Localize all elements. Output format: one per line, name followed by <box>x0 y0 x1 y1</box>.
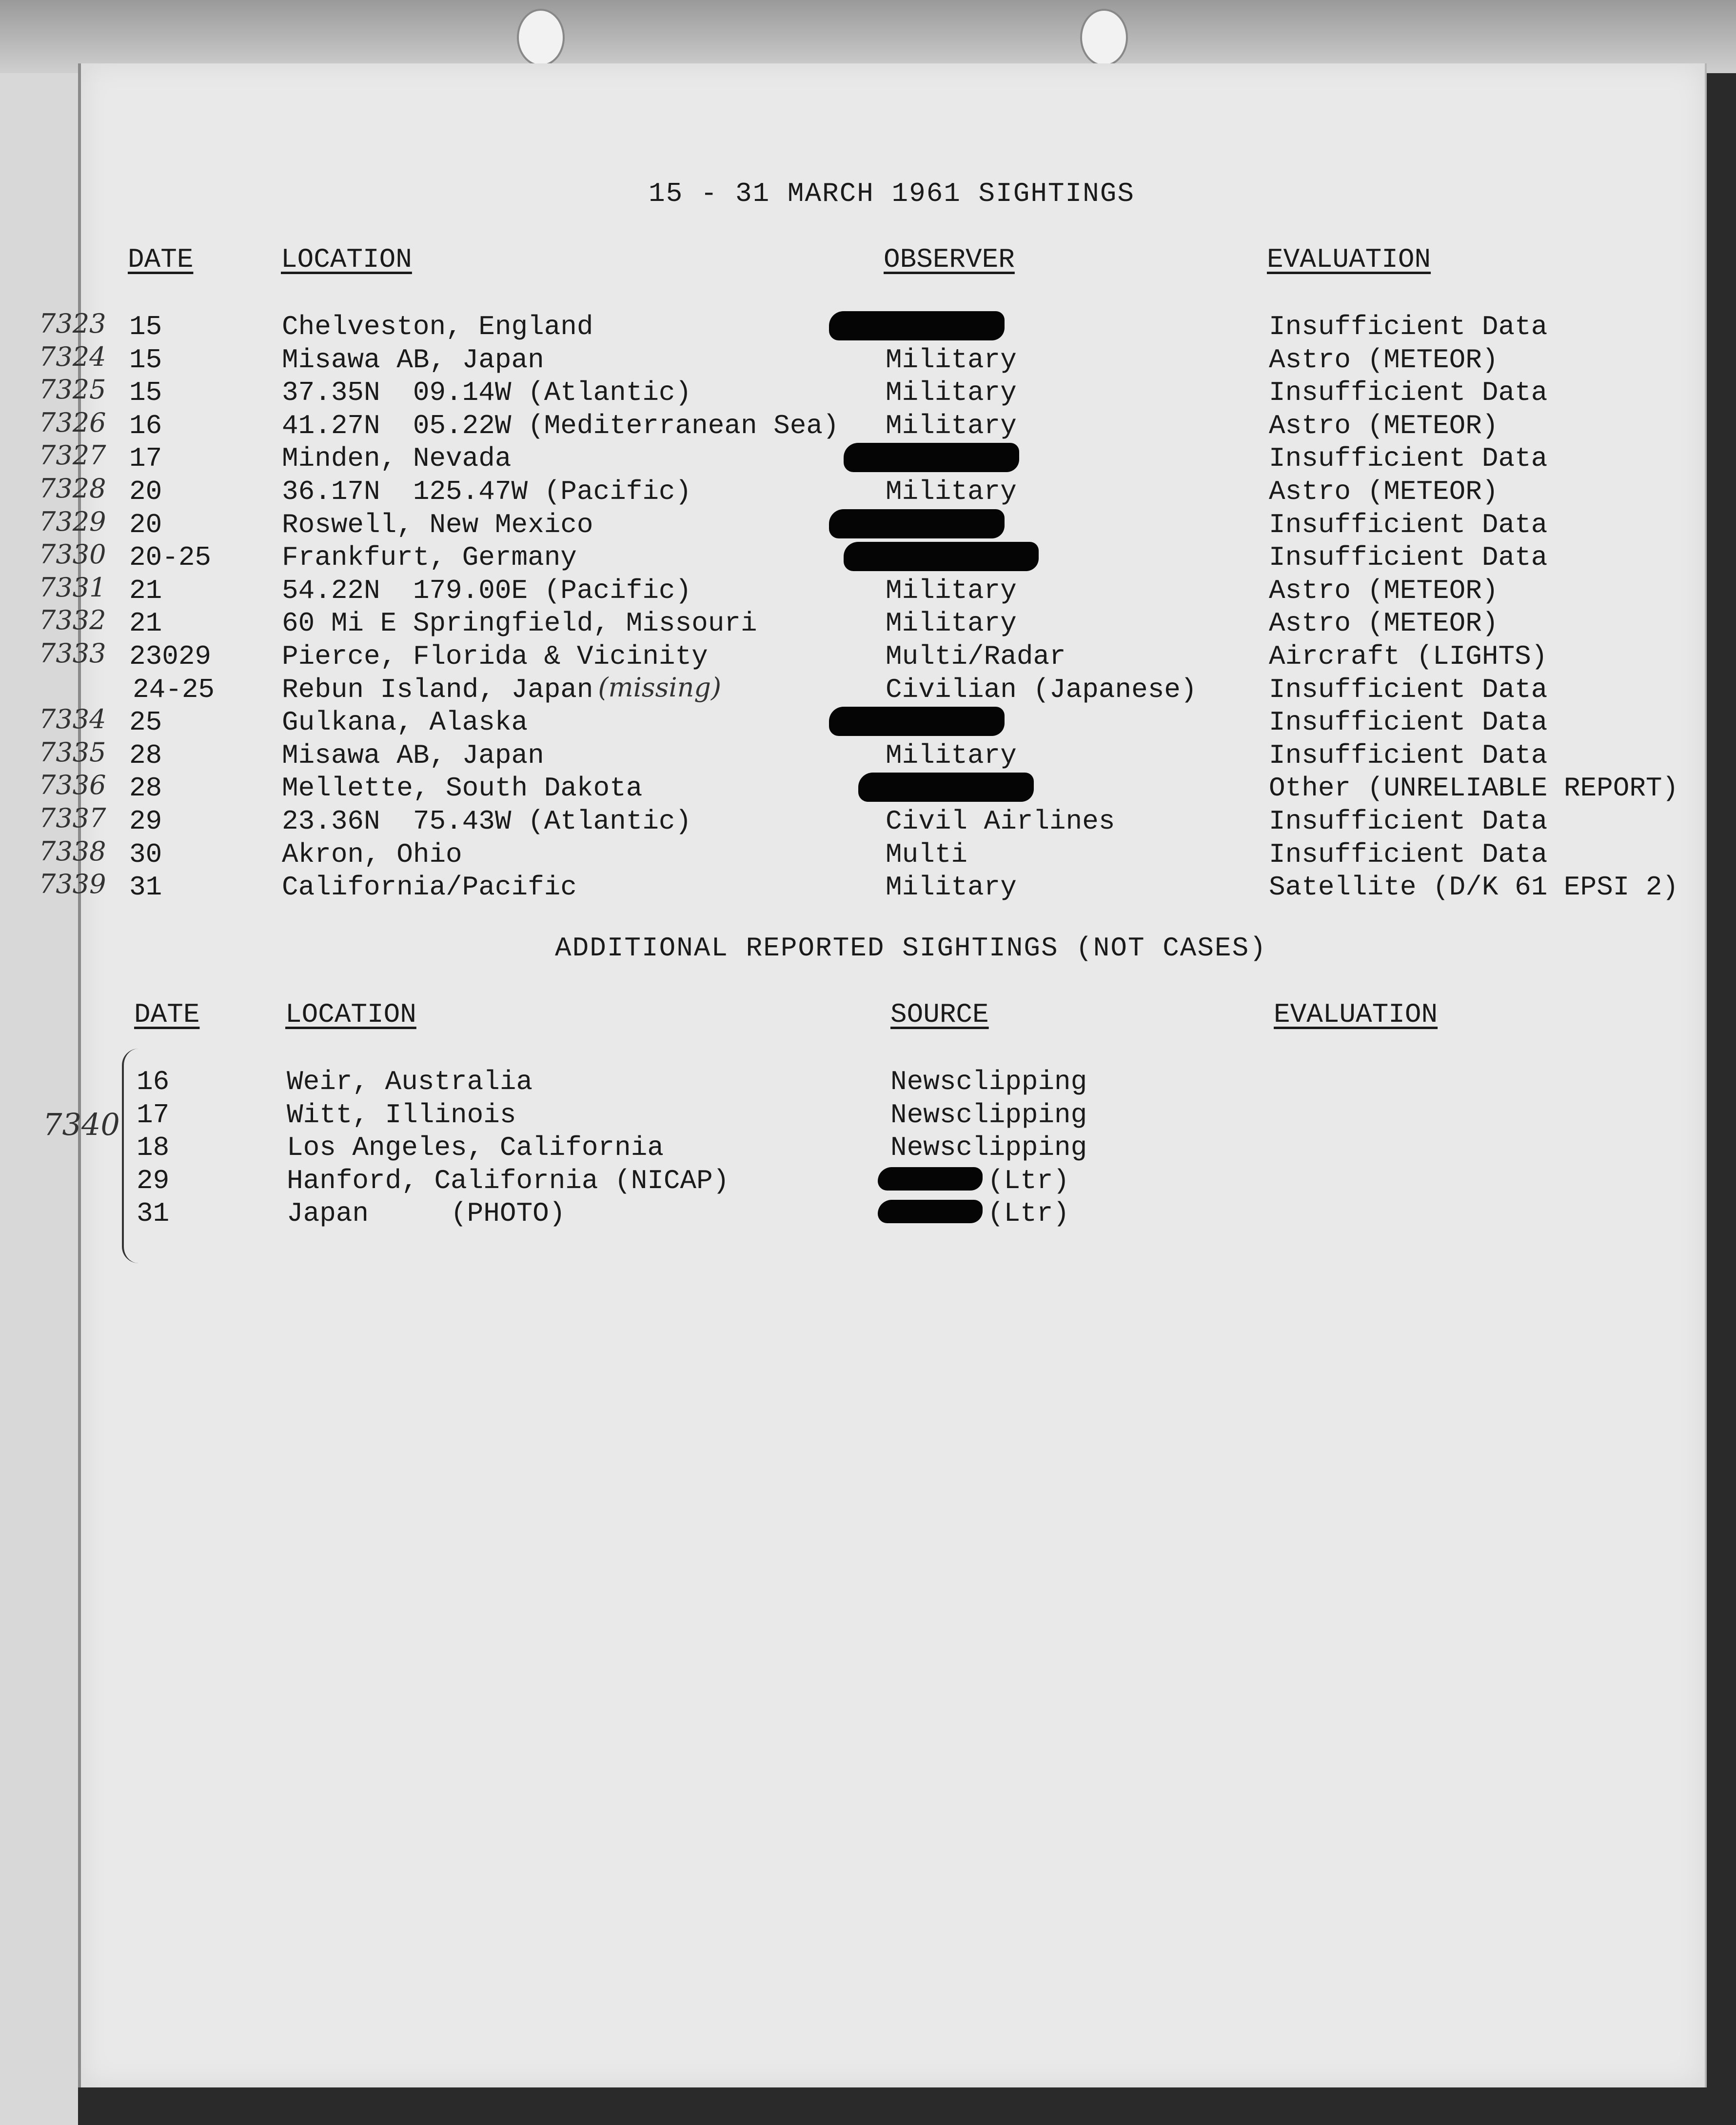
row-observer: Military <box>886 872 1017 903</box>
row-date: 21 <box>129 575 162 606</box>
row-evaluation: Astro (METEOR) <box>1269 575 1499 606</box>
redaction-mark <box>878 1200 983 1223</box>
row-evaluation: Other (UNRELIABLE REPORT) <box>1269 773 1679 804</box>
additional-row-location: Los Angeles, California <box>287 1132 664 1163</box>
row-date: 21 <box>129 608 162 639</box>
row-date: 15 <box>129 344 162 376</box>
row-observer: Military <box>886 410 1017 441</box>
case-number: 7327 <box>39 440 106 471</box>
row-location: Pierce, Florida & Vicinity <box>282 641 708 672</box>
row-date: 29 <box>129 806 162 837</box>
additional-row-source: (Ltr) <box>987 1198 1070 1229</box>
row-evaluation: Insufficient Data <box>1269 839 1548 870</box>
row-evaluation: Insufficient Data <box>1269 509 1548 540</box>
row-location: 36.17N 125.47W (Pacific) <box>282 476 692 507</box>
case-number: 7339 <box>39 869 106 899</box>
redaction-mark <box>829 707 1005 736</box>
header-evaluation: EVALUATION <box>1267 244 1431 275</box>
additional-header-evaluation: EVALUATION <box>1274 999 1438 1030</box>
row-observer: Military <box>886 476 1017 507</box>
case-number: 7331 <box>39 572 106 603</box>
header-date: DATE <box>128 244 194 275</box>
additional-row-date: 29 <box>137 1165 170 1196</box>
header-location: LOCATION <box>281 244 412 275</box>
row-evaluation: Insufficient Data <box>1269 674 1548 705</box>
row-location: 60 Mi E Springfield, Missouri <box>282 608 757 639</box>
row-date: 20 <box>129 509 162 540</box>
additional-row-date: 17 <box>137 1099 170 1131</box>
row-date: 31 <box>129 872 162 903</box>
handwritten-brace <box>122 1049 138 1263</box>
row-location: 23.36N 75.43W (Atlantic) <box>282 806 692 837</box>
page-title: 15 - 31 MARCH 1961 SIGHTINGS <box>649 178 1135 209</box>
additional-row-location: Hanford, California (NICAP) <box>287 1165 730 1196</box>
additional-title: ADDITIONAL REPORTED SIGHTINGS (NOT CASES) <box>555 933 1267 964</box>
row-evaluation: Insufficient Data <box>1269 311 1548 342</box>
row-evaluation: Astro (METEOR) <box>1269 608 1499 639</box>
header-observer: OBSERVER <box>884 244 1015 275</box>
punch-hole-left <box>517 9 565 66</box>
redaction-mark <box>844 443 1019 472</box>
case-number: 7330 <box>39 539 106 570</box>
additional-header-location: LOCATION <box>285 999 416 1030</box>
row-date: 15 <box>129 377 162 408</box>
row-location: Akron, Ohio <box>282 839 462 870</box>
row-date: 17 <box>129 443 162 474</box>
row-observer: Military <box>886 575 1017 606</box>
case-number: 7332 <box>39 605 106 636</box>
row-observer: Multi/Radar <box>886 641 1066 672</box>
row-location: Roswell, New Mexico <box>282 509 593 540</box>
case-number: 7338 <box>39 836 106 867</box>
row-location: Misawa AB, Japan <box>282 740 544 771</box>
row-location: California/Pacific <box>282 872 577 903</box>
punch-hole-right <box>1080 9 1128 66</box>
row-location: 41.27N 05.22W (Mediterranean Sea) <box>282 410 839 441</box>
additional-case-number: 7340 <box>43 1107 120 1142</box>
row-date: 28 <box>129 740 162 771</box>
row-observer: Civilian (Japanese) <box>886 674 1197 705</box>
row-evaluation: Insufficient Data <box>1269 740 1548 771</box>
row-observer: Multi <box>886 839 968 870</box>
row-observer: Military <box>886 608 1017 639</box>
additional-row-source: (Ltr) <box>987 1165 1070 1196</box>
row-location: Misawa AB, Japan <box>282 344 544 376</box>
scan-top-strip <box>0 0 1736 73</box>
case-number: 7336 <box>39 770 106 800</box>
case-number: 7326 <box>39 407 106 438</box>
row-location: 37.35N 09.14W (Atlantic) <box>282 377 692 408</box>
additional-row-source: Newsclipping <box>890 1132 1087 1163</box>
row-date: 28 <box>129 773 162 804</box>
redaction-mark <box>829 311 1005 340</box>
row-evaluation: Astro (METEOR) <box>1269 476 1499 507</box>
row-observer: Civil Airlines <box>886 806 1115 837</box>
row-evaluation: Insufficient Data <box>1269 542 1548 573</box>
case-number: 7329 <box>39 506 106 537</box>
row-location: 54.22N 179.00E (Pacific) <box>282 575 692 606</box>
case-number: 7337 <box>39 803 106 834</box>
row-location: Mellette, South Dakota <box>282 773 643 804</box>
redaction-mark <box>829 509 1005 538</box>
additional-row-date: 31 <box>137 1198 170 1229</box>
additional-row-location: Witt, Illinois <box>287 1099 516 1131</box>
row-date: 24-25 <box>133 674 215 705</box>
row-observer: Military <box>886 740 1017 771</box>
row-location: Minden, Nevada <box>282 443 512 474</box>
row-evaluation: Satellite (D/K 61 EPSI 2) <box>1269 872 1679 903</box>
case-number: 7334 <box>39 704 106 735</box>
additional-row-date: 16 <box>137 1066 170 1097</box>
additional-header-date: DATE <box>134 999 200 1030</box>
handwritten-note: (missing) <box>598 672 722 703</box>
row-evaluation: Insufficient Data <box>1269 443 1548 474</box>
row-evaluation: Aircraft (LIGHTS) <box>1269 641 1548 672</box>
row-evaluation: Insufficient Data <box>1269 707 1548 738</box>
additional-header-source: SOURCE <box>890 999 989 1030</box>
row-location: Frankfurt, Germany <box>282 542 577 573</box>
row-location: Gulkana, Alaska <box>282 707 528 738</box>
additional-row-source: Newsclipping <box>890 1099 1087 1131</box>
row-evaluation: Astro (METEOR) <box>1269 344 1499 376</box>
row-date: 20 <box>129 476 162 507</box>
redaction-mark <box>878 1167 983 1191</box>
row-evaluation: Astro (METEOR) <box>1269 410 1499 441</box>
case-number: 7335 <box>39 737 106 768</box>
row-evaluation: Insufficient Data <box>1269 806 1548 837</box>
row-location: Rebun Island, Japan <box>282 674 593 705</box>
row-evaluation: Insufficient Data <box>1269 377 1548 408</box>
additional-row-location: Japan (PHOTO) <box>287 1198 566 1229</box>
row-date: 30 <box>129 839 162 870</box>
row-observer: Military <box>886 377 1017 408</box>
case-number: 7325 <box>39 374 106 405</box>
case-number: 7324 <box>39 341 106 372</box>
additional-row-location: Weir, Australia <box>287 1066 533 1097</box>
additional-row-source: Newsclipping <box>890 1066 1087 1097</box>
row-observer: Military <box>886 344 1017 376</box>
redaction-mark <box>858 773 1034 802</box>
case-number: 7323 <box>39 308 106 339</box>
row-date: 25 <box>129 707 162 738</box>
case-number: 7328 <box>39 473 106 504</box>
row-date: 16 <box>129 410 162 441</box>
row-date: 23029 <box>129 641 212 672</box>
row-date: 15 <box>129 311 162 342</box>
redaction-mark <box>844 542 1039 571</box>
row-location: Chelveston, England <box>282 311 593 342</box>
case-number: 7333 <box>39 638 106 669</box>
row-date: 20-25 <box>129 542 212 573</box>
additional-row-date: 18 <box>137 1132 170 1163</box>
